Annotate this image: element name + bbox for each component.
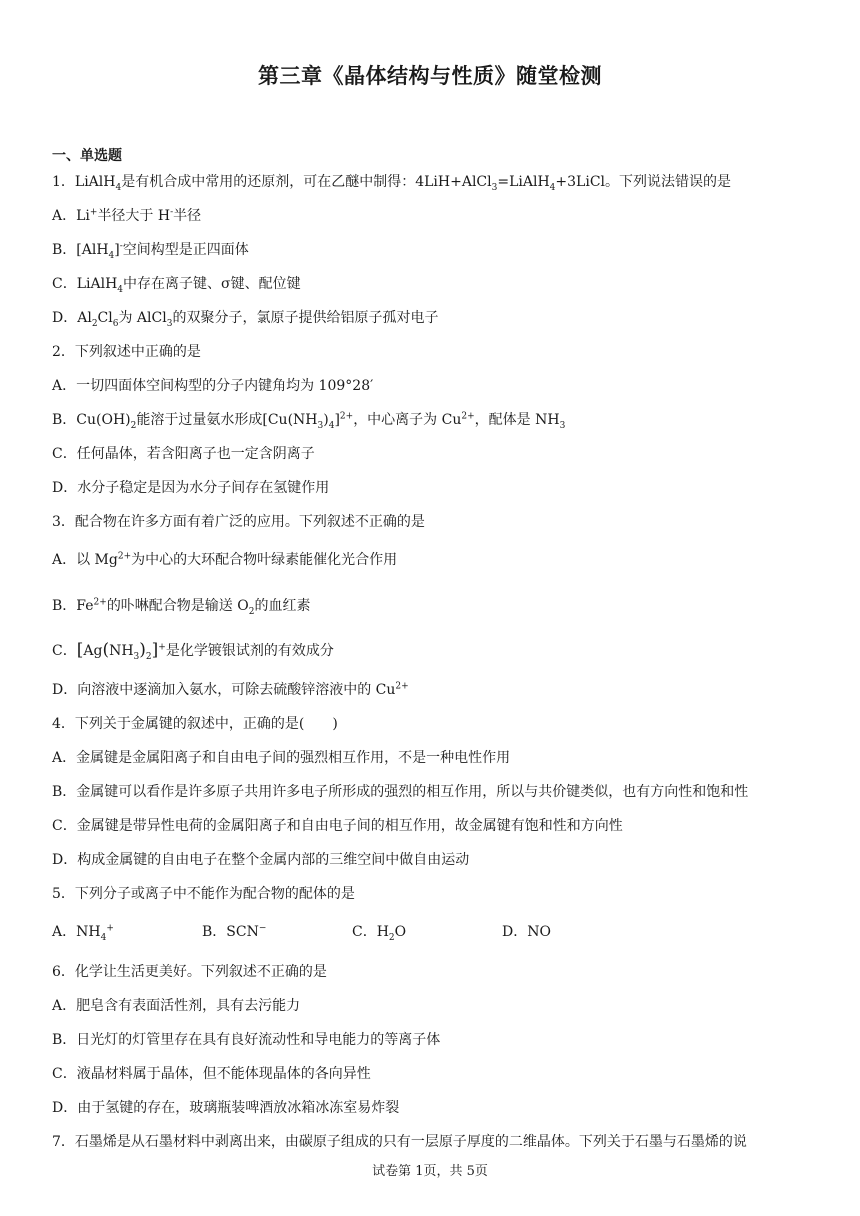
- q4-option-b: B．金属键可以看作是许多原子共用许多电子所形成的强烈的相互作用，所以与共价键类似，也有方向性和饱和性: [52, 784, 749, 800]
- q5-option-b: B．SCN−: [202, 923, 267, 940]
- q5-stem: 5．下列分子或离子中不能作为配合物的配体的是: [52, 886, 355, 902]
- q3-option-a: A．以 $Mg^{2+}$为中心的大环配合物叶绿素能催化光合作用: [52, 551, 398, 568]
- q2-option-b: B．$Cu(OH)_2$能溶于过量氨水形成$[Cu(NH_3)_4]^{2+}$，中心离子为 $Cu^{2+}$，配体是 $NH_3$: [52, 411, 566, 431]
- q3-option-d: D．向溶液中逐滴加入氨水，可除去硫酸锌溶液中的 $Cu^{2+}$: [52, 681, 409, 698]
- q5-option-a: A．$NH_4^+$: [52, 923, 114, 943]
- page-footer: 试卷第 1页，共 5页: [372, 1164, 488, 1179]
- page-title: 第三章《晶体结构与性质》随堂检测: [258, 64, 602, 88]
- q1-option-d: D．$Al_2Cl_6$为 AlCl$_3$的双聚分子，氯原子提供给铝原子孤对电子: [52, 310, 439, 329]
- q3-stem: 3．配合物在许多方面有着广泛的应用。下列叙述不正确的是: [52, 514, 425, 530]
- q6-option-b: B．日光灯的灯管里存在具有良好流动性和导电能力的等离子体: [52, 1032, 441, 1048]
- q5-option-c: C．$H_2O$: [352, 924, 407, 943]
- q6-option-c: C．液晶材料属于晶体，但不能体现晶体的各向异性: [52, 1066, 371, 1082]
- q1-stem: 1．LiAlH$_4$是有机合成中常用的还原剂，可在乙醚中制得：4LiH+AlCl$_3$=LiAlH$_4$+3LiCl。下列说法错误的是: [52, 174, 732, 193]
- q4-option-c: C．金属键是带异性电荷的金属阳离子和自由电子间的相互作用，故金属键有饱和性和方向性: [52, 818, 623, 834]
- section-heading: 一、单选题: [52, 148, 122, 164]
- q6-option-a: A．肥皂含有表面活性剂，具有去污能力: [52, 998, 301, 1014]
- q3-option-b: B．$Fe^{2+}$的卟啉配合物是输送 $O_2$的血红素: [52, 597, 311, 617]
- q2-option-c: C．任何晶体，若含阳离子也一定含阴离子: [52, 446, 315, 462]
- q3-option-c: C．$[Ag(NH_3)_2]^+$是化学镀银试剂的有效成分: [52, 640, 334, 662]
- q2-option-a: A．一切四面体空间构型的分子内键角均为 109°28′: [52, 378, 374, 394]
- q6-stem: 6．化学让生活更美好。下列叙述不正确的是: [52, 964, 327, 980]
- q4-option-a: A．金属键是金属阳离子和自由电子间的强烈相互作用，不是一种电性作用: [52, 750, 511, 766]
- q2-stem: 2．下列叙述中正确的是: [52, 344, 201, 360]
- q4-option-d: D．构成金属键的自由电子在整个金属内部的三维空间中做自由运动: [52, 852, 470, 868]
- q2-option-d: D．水分子稳定是因为水分子间存在氢键作用: [52, 480, 330, 496]
- q6-option-d: D．由于氢键的存在，玻璃瓶装啤酒放冰箱冰冻室易炸裂: [52, 1100, 400, 1116]
- q7-stem: 7．石墨烯是从石墨材料中剥离出来，由碳原子组成的只有一层原子厚度的二维晶体。下列关于石墨与石墨烯的说: [52, 1134, 747, 1150]
- q5-option-d: D．NO: [502, 924, 551, 940]
- q4-stem: 4．下列关于金属键的叙述中，正确的是( ): [52, 716, 338, 732]
- q1-option-b: B．[AlH$_4$]-空间构型是正四面体: [52, 241, 249, 261]
- q1-option-c: C．LiAlH$_4$中存在离子键、σ键、配位键: [52, 276, 301, 295]
- q1-option-a: A．Li+半径大于 H-半径: [52, 207, 202, 224]
